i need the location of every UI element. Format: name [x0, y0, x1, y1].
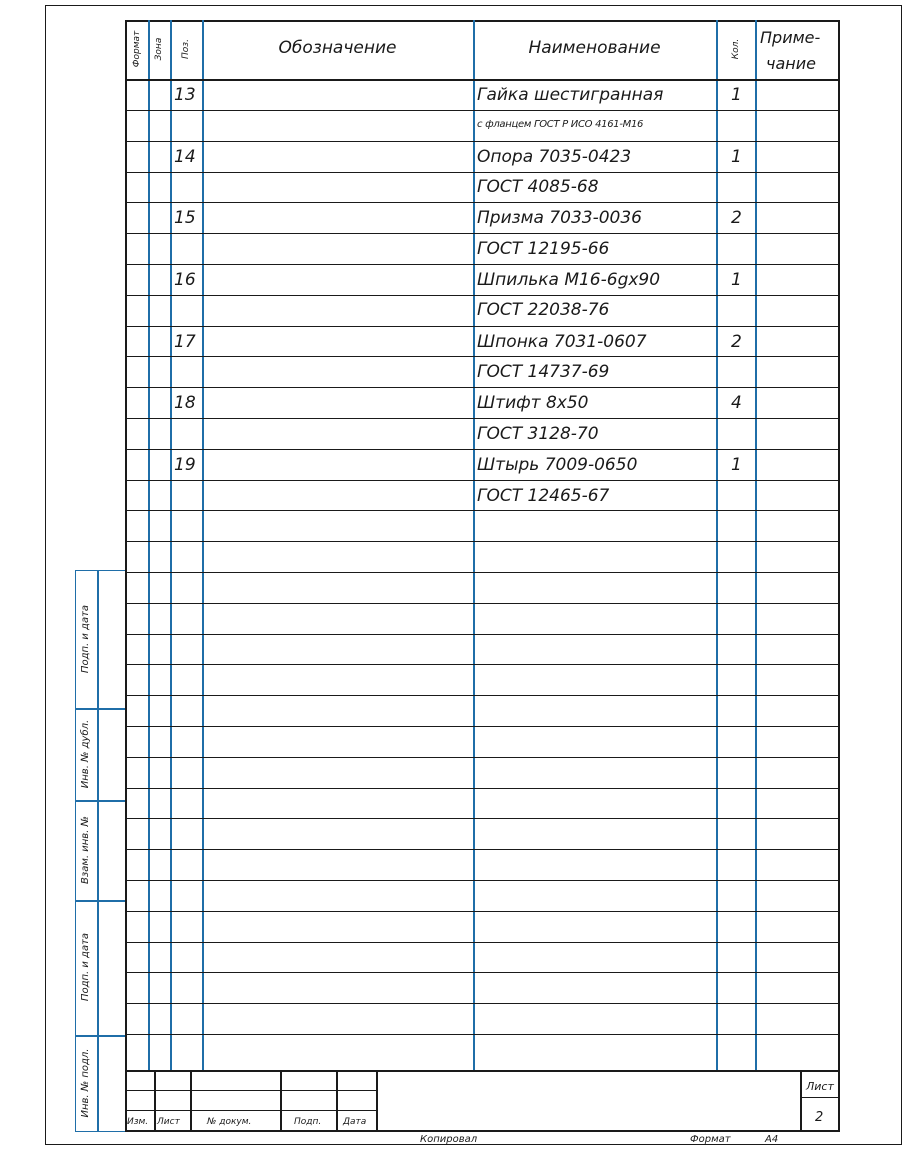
side-label-sign-date-top: Подп. и дата: [80, 604, 91, 674]
header-note-line1: Приме-: [760, 28, 821, 47]
header-zone: Зона: [154, 37, 164, 61]
header-pos: Поз.: [181, 39, 191, 59]
row-pos: 15: [174, 208, 196, 228]
tb-izm: Изм.: [127, 1117, 149, 1127]
row-qty: 2: [731, 208, 742, 228]
row-name-line2: ГОСТ 12195-66: [477, 239, 610, 259]
row-qty: 2: [731, 332, 742, 352]
footer-format-label: Формат: [690, 1134, 731, 1145]
header-note-line2: чание: [766, 54, 816, 73]
row-name-line2: ГОСТ 22038-76: [477, 300, 610, 320]
row-name-line2: ГОСТ 12465-67: [477, 486, 610, 506]
row-name-line1: Опора 7035-0423: [477, 147, 632, 167]
row-name-line2: с фланцем ГОСТ Р ИСО 4161-М16: [477, 119, 644, 130]
row-name-line1: Штифт 8х50: [477, 393, 589, 413]
row-name-line1: Шпилька М16-6gх90: [477, 270, 661, 290]
side-label-sign-date-bottom: Подп. и дата: [80, 932, 91, 1002]
tb-sheet-label: Лист: [806, 1080, 834, 1093]
row-name-line2: ГОСТ 3128-70: [477, 424, 599, 444]
tb-sign: Подп.: [294, 1117, 322, 1127]
row-name-line2: ГОСТ 4085-68: [477, 177, 599, 197]
row-qty: 1: [731, 85, 742, 105]
row-pos: 14: [174, 147, 196, 167]
tb-sheet-number: 2: [815, 1110, 824, 1125]
header-designation: Обозначение: [278, 38, 397, 58]
tb-date: Дата: [343, 1117, 367, 1127]
row-name-line1: Гайка шестигранная: [477, 85, 664, 105]
header-name: Наименование: [528, 38, 661, 58]
footer-copied: Копировал: [420, 1134, 478, 1145]
side-label-inv-orig: Инв. № подл.: [80, 1048, 91, 1118]
footer-format-value: А4: [765, 1134, 779, 1145]
row-qty: 4: [731, 393, 742, 413]
row-name-line2: ГОСТ 14737-69: [477, 362, 610, 382]
row-pos: 16: [174, 270, 196, 290]
row-pos: 19: [174, 455, 196, 475]
side-label-inv-dup: Инв. № дубл.: [80, 719, 91, 789]
row-qty: 1: [731, 455, 742, 475]
row-qty: 1: [731, 270, 742, 290]
row-pos: 13: [174, 85, 196, 105]
row-pos: 18: [174, 393, 196, 413]
row-pos: 17: [174, 332, 196, 352]
tb-doc-no: № докум.: [207, 1117, 252, 1127]
row-name-line1: Штырь 7009-0650: [477, 455, 638, 475]
header-qty: Кол.: [731, 38, 741, 60]
row-name-line1: Призма 7033-0036: [477, 208, 642, 228]
tb-list: Лист: [157, 1117, 180, 1127]
row-qty: 1: [731, 147, 742, 167]
row-name-line1: Шпонка 7031-0607: [477, 332, 647, 352]
side-label-replace-inv: Взам. инв. №: [80, 816, 91, 884]
header-format: Формат: [132, 30, 142, 68]
